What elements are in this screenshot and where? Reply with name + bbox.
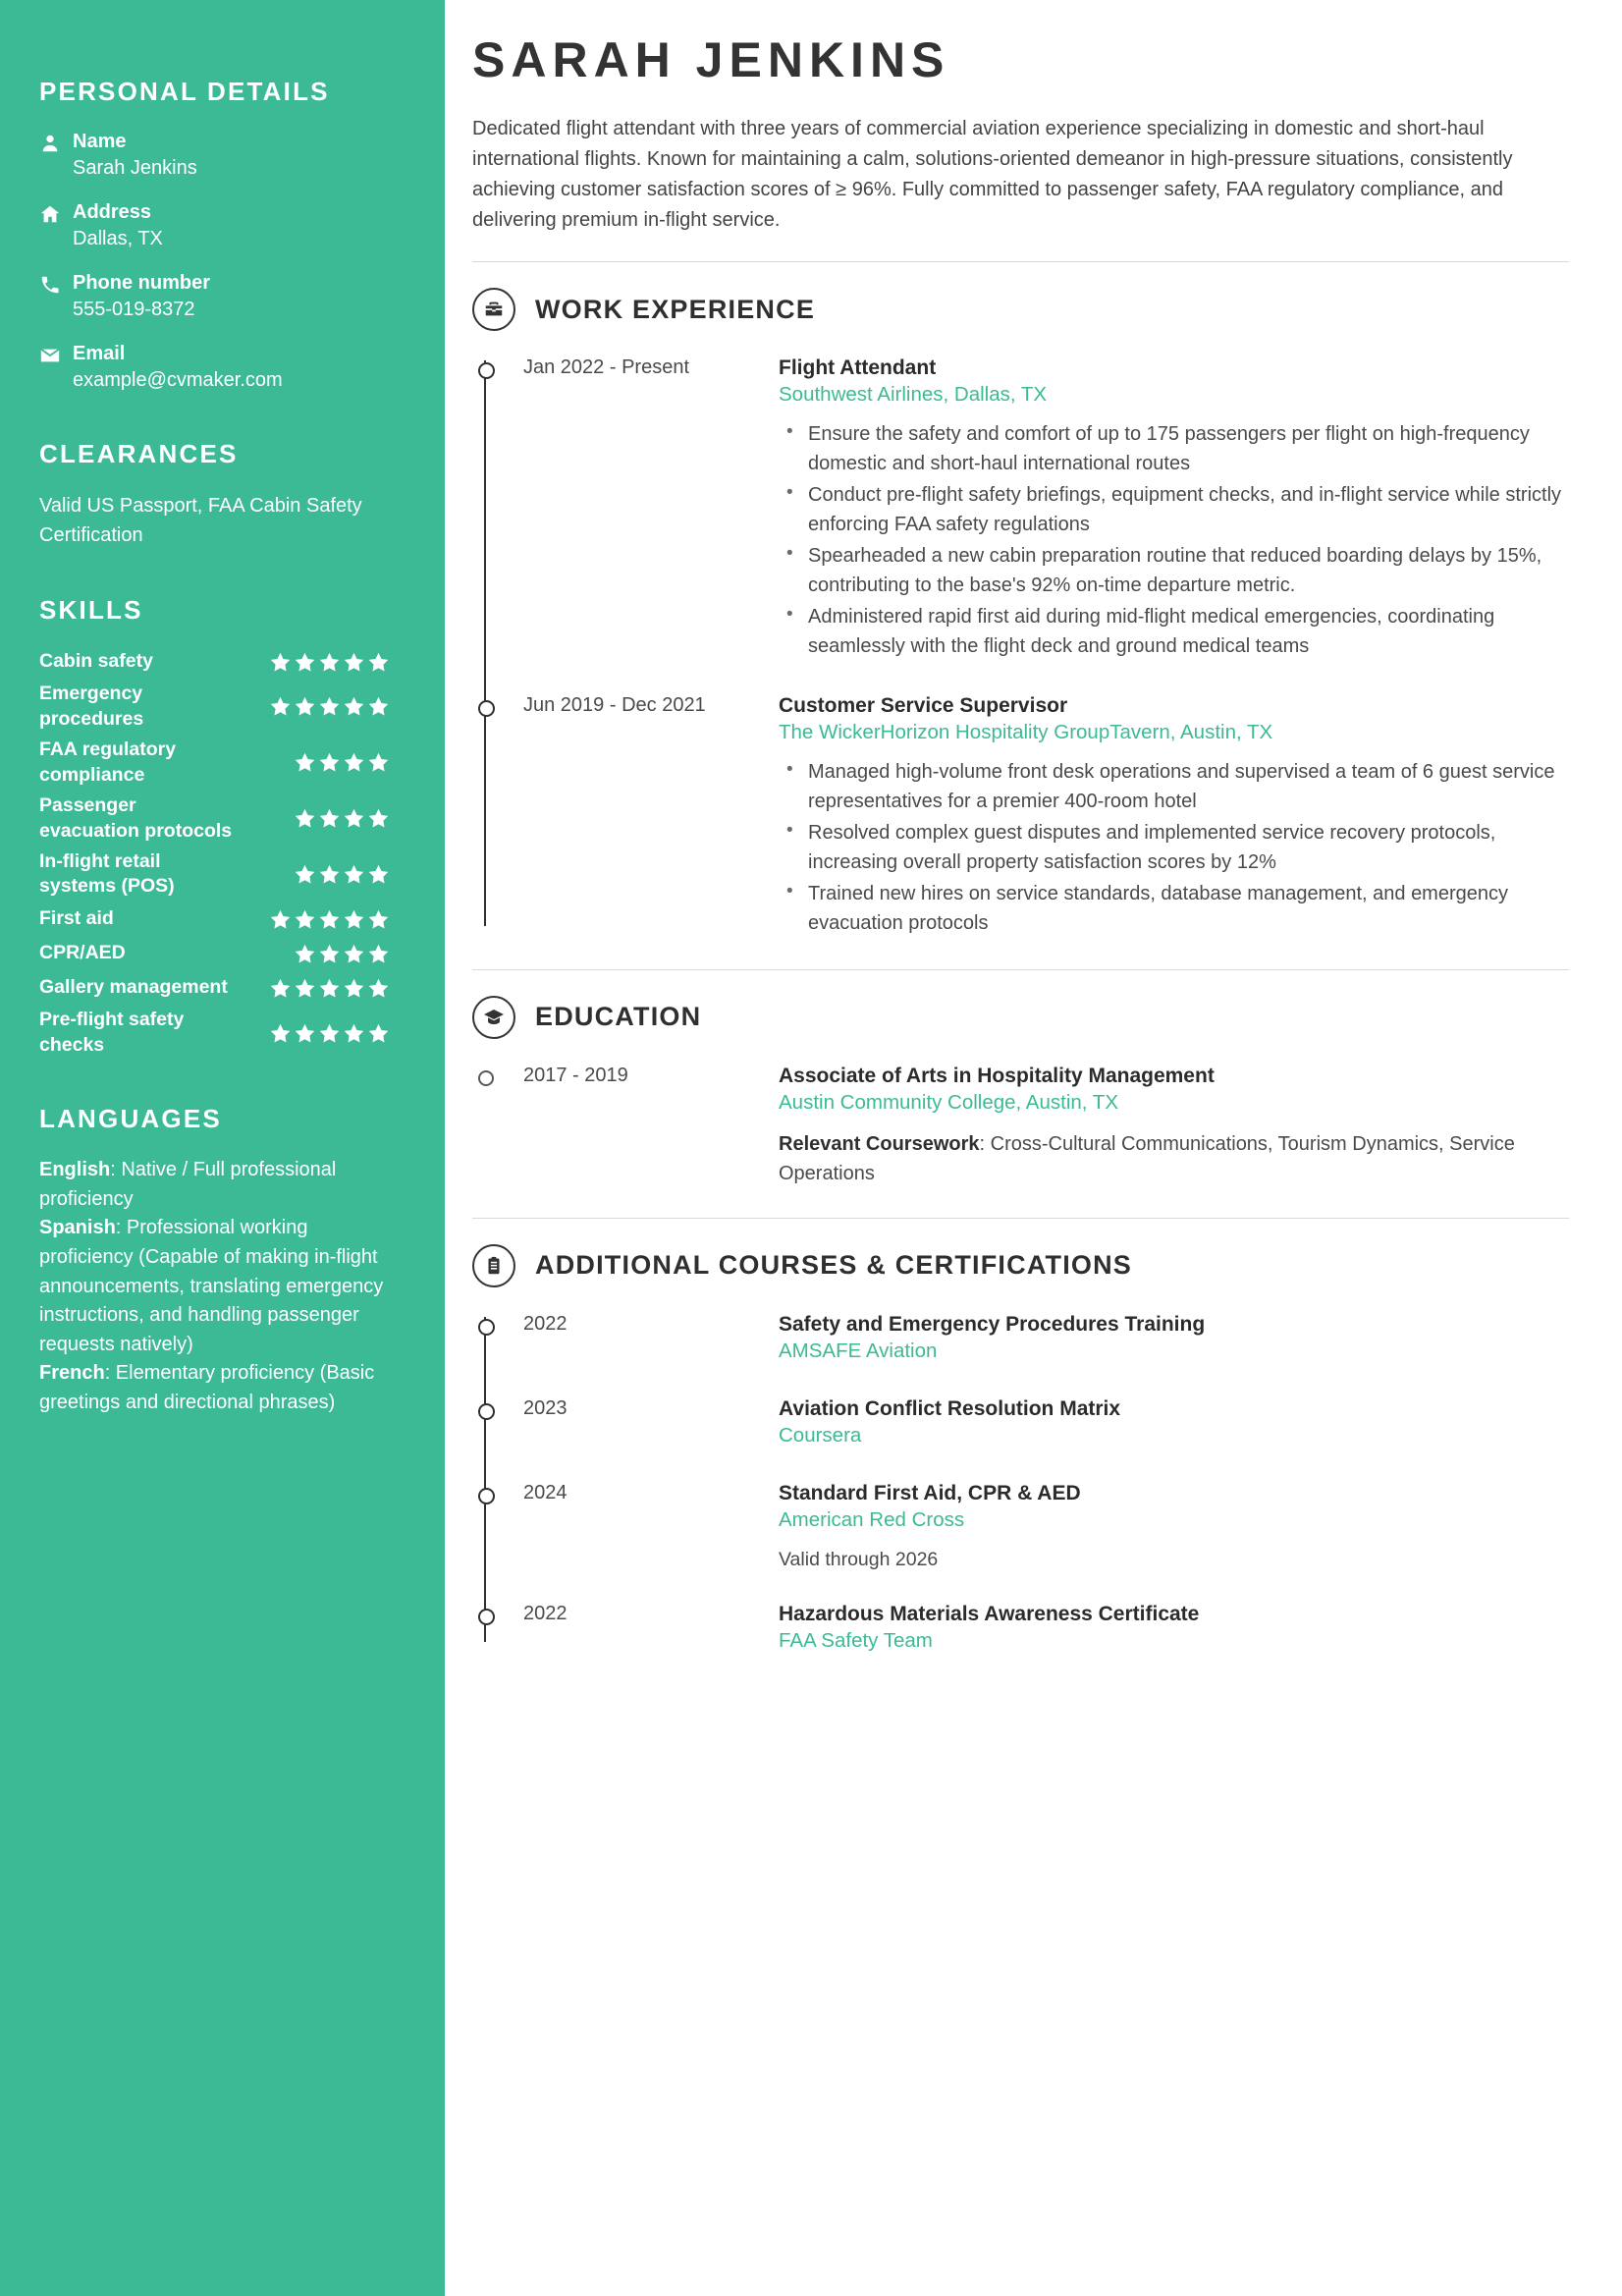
star-icon [367,908,390,931]
language-proficiency: : Professional working proficiency (Capable of making in-flight announcements, translating emergency instructions, and handling passenger requests natively) [39,1217,384,1355]
star-icon [294,651,316,674]
timeline-body [779,1063,1569,1188]
coursework-label: Relevant Coursework [779,1132,980,1155]
star-icon [294,943,316,965]
skill-row [39,647,390,677]
graduation-cap-icon [472,996,515,1039]
language-proficiency: : Native / Full professional proficiency [39,1159,337,1210]
contact-label: Email [73,343,126,364]
language-name: Spanish [39,1217,116,1239]
entry-organization: FAA Safety Team [779,1629,933,1653]
sidebar [0,0,445,2296]
language-item [39,1214,390,1359]
skill-rating [269,908,390,931]
divider [472,1218,1569,1219]
star-icon [343,807,365,830]
skill-rating [294,751,390,774]
contact-item-name [39,129,390,182]
entry-title: Aviation Conflict Resolution Matrix [779,1396,1121,1420]
star-icon [269,695,292,718]
skill-name: In-flight retail systems (POS) [39,849,175,898]
divider [472,261,1569,262]
skill-row [39,973,390,1003]
section-title: EDUCATION [535,1002,702,1032]
star-icon [318,943,341,965]
timeline-date: 2017 - 2019 [523,1064,628,1086]
timeline-item [523,1063,1569,1188]
contact-label: Name [73,131,127,152]
star-icon [367,807,390,830]
bullet-item: • Administered rapid first aid during mid-flight medical emergencies, coordinating seamlessly with the flight deck and ground medical teams [779,602,1569,661]
languages-list [39,1156,390,1417]
skill-row [39,904,390,934]
entry-organization: Austin Community College, Austin, TX [779,1091,1118,1115]
bullet-item: • Trained new hires on service standards, database management, and emergency evacuation protocols [779,879,1569,938]
timeline-body [779,1395,1569,1450]
entry-organization: American Red Cross [779,1508,965,1532]
star-icon [294,863,316,886]
star-icon [269,651,292,674]
contact-item-address [39,199,390,252]
work-experience-header [472,288,1569,331]
star-icon [343,977,365,1000]
star-icon [269,908,292,931]
skill-name: Passenger evacuation protocols [39,793,233,842]
education-header [472,996,1569,1039]
education-timeline [472,1063,1569,1188]
courses-header [472,1244,1569,1287]
star-icon [367,863,390,886]
bullet-item: • Spearheaded a new cabin preparation routine that reduced boarding delays by 15%, contributing to the base's 92% on-time departure metric. [779,541,1569,600]
divider [472,969,1569,970]
contact-value: example@cvmaker.com [73,369,283,391]
contact-label: Address [73,201,152,223]
language-name: French [39,1362,105,1385]
star-icon [269,977,292,1000]
person-icon [39,129,73,154]
page-title: SARAH JENKINS [472,32,950,87]
skill-row [39,939,390,968]
contact-list [39,129,390,394]
star-icon [318,1022,341,1045]
contact-item-phone [39,270,390,323]
star-icon [343,751,365,774]
timeline-date: Jan 2022 - Present [523,356,689,378]
work-timeline [472,355,1569,940]
star-icon [269,1022,292,1045]
star-icon [367,977,390,1000]
entry-bullets [779,419,1569,661]
profile-summary: Dedicated flight attendant with three years of commercial aviation experience specializing in domestic and short-haul international flights. Known for maintaining a calm, solutions-oriented demeanor in high-pressure situations, consistently achieving customer satisfaction scores of ≥ 96%. Fully committed to passenger safety, FAA regulatory compliance, and delivering premium in-flight service. [472,118,1513,231]
timeline-date: Jun 2019 - Dec 2021 [523,693,706,716]
timeline-body [779,1480,1569,1571]
personal-details-heading: PERSONAL DETAILS [39,77,330,106]
star-icon [294,908,316,931]
star-icon [318,751,341,774]
language-item [39,1156,390,1214]
languages-heading: LANGUAGES [39,1104,222,1134]
star-icon [343,695,365,718]
contact-value: Sarah Jenkins [73,157,197,179]
skill-name: FAA regulatory compliance [39,738,177,786]
section-courses [472,1244,1569,1656]
star-icon [318,908,341,931]
entry-organization: Southwest Airlines, Dallas, TX [779,383,1048,407]
skills-heading: SKILLS [39,595,143,625]
language-item [39,1359,390,1417]
star-icon [318,807,341,830]
skill-name: Cabin safety [39,650,153,673]
star-icon [318,651,341,674]
entry-title: Safety and Emergency Procedures Training [779,1312,1206,1336]
star-icon [367,651,390,674]
section-work-experience [472,288,1569,940]
contact-item-email [39,341,390,394]
skill-rating [294,863,390,886]
bullet-item: • Conduct pre-flight safety briefings, equipment checks, and in-flight service while strictly enforcing FAA safety regulations [779,480,1569,539]
entry-title: Standard First Aid, CPR & AED [779,1481,1081,1504]
skill-row [39,682,390,733]
section-title: ADDITIONAL COURSES & CERTIFICATIONS [535,1250,1133,1281]
courses-timeline [472,1311,1569,1656]
clipboard-icon [472,1244,515,1287]
entry-title: Hazardous Materials Awareness Certificate [779,1602,1200,1625]
contact-value: Dallas, TX [73,228,163,249]
skill-row [39,849,390,901]
star-icon [294,751,316,774]
timeline-item [523,1601,1569,1656]
star-icon [367,751,390,774]
timeline-item [523,692,1569,940]
entry-title: Flight Attendant [779,356,937,379]
skill-name: Gallery management [39,976,228,999]
timeline-item [523,1395,1569,1450]
entry-title: Customer Service Supervisor [779,693,1068,717]
entry-organization: The WickerHorizon Hospitality GroupTavern, Austin, TX [779,721,1273,744]
timeline-date: 2022 [523,1312,568,1335]
star-icon [294,807,316,830]
star-icon [318,863,341,886]
star-icon [367,943,390,965]
skill-rating [269,1022,390,1045]
timeline-date: 2022 [523,1602,568,1624]
timeline-item [523,1480,1569,1571]
briefcase-icon [472,288,515,331]
star-icon [343,943,365,965]
envelope-icon [39,341,73,366]
skill-rating [294,807,390,830]
timeline-item [523,1311,1569,1366]
contact-value: 555-019-8372 [73,299,195,320]
timeline-date: 2024 [523,1481,568,1503]
skill-name: Pre-flight safety checks [39,1009,185,1057]
skills-list [39,647,390,1059]
skill-name: Emergency procedures [39,683,144,730]
star-icon [343,1022,365,1045]
section-title: WORK EXPERIENCE [535,294,816,324]
star-icon [367,695,390,718]
entry-organization: AMSAFE Aviation [779,1339,938,1363]
star-icon [343,863,365,886]
skill-row [39,793,390,845]
star-icon [367,1022,390,1045]
entry-note: Valid through 2026 [779,1548,939,1570]
bullet-item: • Managed high-volume front desk operations and supervised a team of 6 guest service representatives for a premier 400-room hotel [779,757,1569,816]
star-icon [294,695,316,718]
entry-bullets [779,757,1569,938]
skill-name: First aid [39,907,114,930]
timeline-body [779,1311,1569,1366]
skill-rating [269,977,390,1000]
skill-name: CPR/AED [39,942,126,964]
main-content [445,0,1622,2296]
home-icon [39,199,73,225]
entry-organization: Coursera [779,1424,862,1448]
star-icon [343,651,365,674]
language-name: English [39,1159,111,1181]
entry-title: Associate of Arts in Hospitality Management [779,1064,1215,1087]
star-icon [343,908,365,931]
skill-row [39,1008,390,1059]
clearances-heading: CLEARANCES [39,439,239,468]
timeline-body [779,1601,1569,1656]
timeline-body [779,355,1569,663]
bullet-item: • Ensure the safety and comfort of up to 175 passengers per flight on high-frequency domestic and short-haul international routes [779,419,1569,478]
coursework-line [779,1129,1569,1188]
skill-rating [269,651,390,674]
timeline-date: 2023 [523,1396,568,1419]
star-icon [294,1022,316,1045]
section-education [472,996,1569,1188]
phone-icon [39,270,73,296]
timeline-item [523,355,1569,663]
contact-label: Phone number [73,272,211,294]
bullet-item: • Resolved complex guest disputes and implemented service recovery protocols, increasing overall property satisfaction scores by 12% [779,818,1569,877]
timeline-body [779,692,1569,940]
language-proficiency: : Elementary proficiency (Basic greetings and directional phrases) [39,1362,375,1413]
star-icon [294,977,316,1000]
skill-rating [269,695,390,718]
clearances-text: Valid US Passport, FAA Cabin Safety Certification [39,495,362,546]
star-icon [318,695,341,718]
coursework-value: : Cross-Cultural Communications, Tourism Dynamics, Service Operations [779,1132,1515,1184]
skill-rating [294,943,390,965]
star-icon [318,977,341,1000]
skill-row [39,738,390,789]
